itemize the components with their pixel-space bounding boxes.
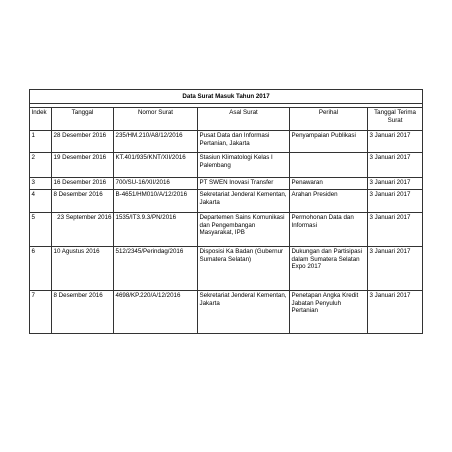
table-row bbox=[30, 213, 423, 247]
cell-nomor-surat: 1535/IT3.9.3/PN/2016 bbox=[114, 213, 198, 247]
cell-tanggal-terima: 3 Januari 2017 bbox=[368, 131, 423, 153]
cell-asal-surat: Sekretariat Jenderal Kementan, Jakarta bbox=[198, 291, 290, 334]
cell-tanggal-terima: 3 Januari 2017 bbox=[368, 213, 423, 247]
cell-indek: 2 bbox=[30, 153, 52, 178]
cell-tanggal-terima: 3 Januari 2017 bbox=[368, 190, 423, 213]
cell-nomor-surat: 512/2345/Perindag/2016 bbox=[114, 247, 198, 291]
document-sheet bbox=[29, 89, 422, 334]
cell-indek: 6 bbox=[30, 247, 52, 291]
table-title: Data Surat Masuk Tahun 2017 bbox=[30, 90, 423, 104]
cell-asal-surat: Disposisi Ka Badan (Gubernur Sumatera Selatan) bbox=[198, 247, 290, 291]
header-indek: Indek bbox=[30, 108, 52, 131]
table-header-row bbox=[30, 108, 423, 131]
cell-tanggal-terima: 3 Januari 2017 bbox=[368, 247, 423, 291]
table-row bbox=[30, 153, 423, 178]
table-row bbox=[30, 131, 423, 153]
cell-nomor-surat: 700/SU-16/XII/2016 bbox=[114, 178, 198, 190]
cell-tanggal-terima: 3 Januari 2017 bbox=[368, 178, 423, 190]
cell-perihal: Penetapan Angka Kredit Jabatan Penyuluh Pertanian bbox=[290, 291, 368, 334]
surat-masuk-table bbox=[29, 89, 423, 334]
cell-indek: 7 bbox=[30, 291, 52, 334]
cell-perihal bbox=[290, 153, 368, 178]
header-asal-surat: Asal Surat bbox=[198, 108, 290, 131]
table-row bbox=[30, 247, 423, 291]
cell-tanggal: 8 Desember 2016 bbox=[52, 291, 114, 334]
cell-asal-surat: Stasiun Klimatologi Kelas I Palembang bbox=[198, 153, 290, 178]
cell-asal-surat: PT SWEN Inovasi Transfer bbox=[198, 178, 290, 190]
cell-tanggal: 8 Desember 2016 bbox=[52, 190, 114, 213]
cell-tanggal: 28 Desember 2016 bbox=[52, 131, 114, 153]
cell-indek: 5 bbox=[30, 213, 52, 247]
cell-asal-surat: Departemen Sains Komunikasi dan Pengembangan Masyarakat, IPB bbox=[198, 213, 290, 247]
cell-indek: 1 bbox=[30, 131, 52, 153]
cell-asal-surat: Sekretariat Jenderal Kementan, Jakarta bbox=[198, 190, 290, 213]
cell-nomor-surat: 235/HM.210/A8/12/2016 bbox=[114, 131, 198, 153]
cell-nomor-surat: B-4651/HM010/A/12/2016 bbox=[114, 190, 198, 213]
cell-nomor-surat: KT.401/935/KNT/XII/2016 bbox=[114, 153, 198, 178]
cell-tanggal-terima: 3 Januari 2017 bbox=[368, 153, 423, 178]
header-tanggal: Tanggal bbox=[52, 108, 114, 131]
cell-tanggal: 19 Desember 2016 bbox=[52, 153, 114, 178]
cell-tanggal: 23 September 2016 bbox=[52, 213, 114, 247]
cell-indek: 3 bbox=[30, 178, 52, 190]
cell-perihal: Permohonan Data dan Informasi bbox=[290, 213, 368, 247]
cell-asal-surat: Pusat Data dan Informasi Pertanian, Jakarta bbox=[198, 131, 290, 153]
cell-perihal: Penawaran bbox=[290, 178, 368, 190]
cell-tanggal: 10 Agustus 2016 bbox=[52, 247, 114, 291]
cell-perihal: Dukungan dan Partisipasi dalam Sumatera Selatan Expo 2017 bbox=[290, 247, 368, 291]
cell-perihal: Penyampaian Publikasi bbox=[290, 131, 368, 153]
table-row bbox=[30, 291, 423, 334]
cell-indek: 4 bbox=[30, 190, 52, 213]
header-tanggal-terima: Tanggal Terima Surat bbox=[368, 108, 423, 131]
table-row bbox=[30, 190, 423, 213]
cell-tanggal: 16 Desember 2016 bbox=[52, 178, 114, 190]
table-row bbox=[30, 178, 423, 190]
cell-perihal: Arahan Presiden bbox=[290, 190, 368, 213]
cell-tanggal-terima: 3 Januari 2017 bbox=[368, 291, 423, 334]
header-nomor-surat: Nomor Surat bbox=[114, 108, 198, 131]
cell-nomor-surat: 4698/KP.220/A/12/2016 bbox=[114, 291, 198, 334]
header-perihal: Perihal bbox=[290, 108, 368, 131]
